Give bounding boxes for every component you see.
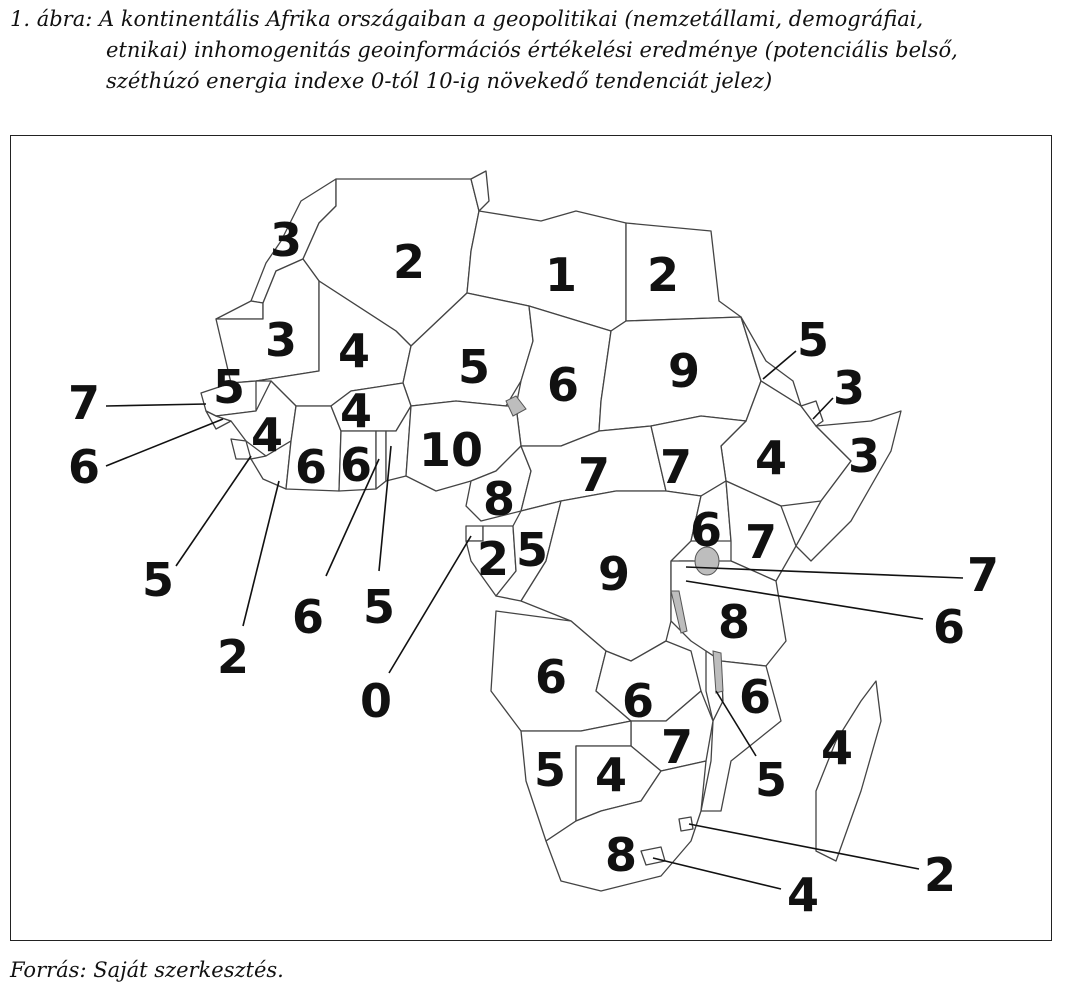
label-ghana: 6 [339,438,373,492]
label-kenya: 7 [744,515,778,569]
label-car: 7 [577,448,611,502]
label-cameroon: 8 [482,472,516,526]
label-liberia: 2 [216,630,250,684]
label-mozambique: 6 [738,670,772,724]
caption-line-2: etnikai) inhomogenitás geoinformációs értékelési eredménye (potenciális belső, [106,38,958,62]
label-niger: 5 [457,340,491,394]
label-congo: 5 [515,523,549,577]
country-togo [376,431,386,489]
label-guinea: 4 [250,408,284,462]
leader-lesotho [653,858,781,889]
label-togo: 6 [291,590,325,644]
label-madagascar: 4 [820,721,854,775]
label-sierra-leone: 5 [141,553,175,607]
label-guinea-bissau: 6 [67,440,101,494]
source-note: Forrás: Saját szerkesztés. [10,958,284,982]
label-libya: 1 [544,248,578,302]
label-equatorial-guinea: 0 [359,674,393,728]
label-south-africa: 8 [604,828,638,882]
label-morocco: 3 [269,213,303,267]
label-mali: 4 [337,324,371,378]
leader-gambia [106,404,206,406]
label-zambia: 6 [621,674,655,728]
label-algeria: 2 [392,235,426,289]
label-gabon: 2 [476,532,510,586]
label-tanzania: 8 [717,595,751,649]
leader-guinea-bissau [106,419,223,466]
label-burundi: 6 [932,600,966,654]
label-djibouti: 3 [832,361,866,415]
label-uganda: 6 [689,503,723,557]
africa-map-svg [11,136,1051,940]
label-drc: 9 [597,547,631,601]
label-swaziland: 2 [923,848,957,902]
africa-map [10,135,1052,941]
label-mauritania: 3 [264,313,298,367]
label-zimbabwe: 7 [660,720,694,774]
label-senegal: 5 [212,360,246,414]
label-burkina-faso: 4 [339,384,373,438]
label-ethiopia: 4 [754,431,788,485]
label-namibia: 5 [533,743,567,797]
country-egypt [626,223,741,321]
label-nigeria: 10 [418,423,484,477]
label-rwanda: 7 [966,548,1000,602]
label-benin: 5 [362,580,396,634]
label-botswana: 4 [594,748,628,802]
leader-equatorial-guinea [389,536,471,673]
label-angola: 6 [534,650,568,704]
label-south-sudan: 7 [659,440,693,494]
label-egypt: 2 [646,248,680,302]
label-lesotho: 4 [786,868,820,922]
figure-caption [10,4,1050,97]
country-western-sahara [216,301,263,319]
leader-swaziland [689,824,919,869]
leader-sierra-leone [176,456,251,566]
caption-line-1: 1. ábra: A kontinentális Afrika országaiban a geopolitikai (nemzetállami, demográfiai, [10,7,924,31]
label-eritrea: 5 [796,313,830,367]
label-chad: 6 [546,358,580,412]
label-cote-divoire: 6 [294,440,328,494]
country-lesotho [641,847,665,865]
label-somalia: 3 [847,429,881,483]
caption-line-3: széthúzó energia indexe 0-tól 10-ig növekedő tendenciát jelez) [106,69,773,93]
label-sudan: 9 [667,344,701,398]
leader-liberia [243,481,279,626]
label-malawi: 5 [754,753,788,807]
label-gambia: 7 [67,376,101,430]
